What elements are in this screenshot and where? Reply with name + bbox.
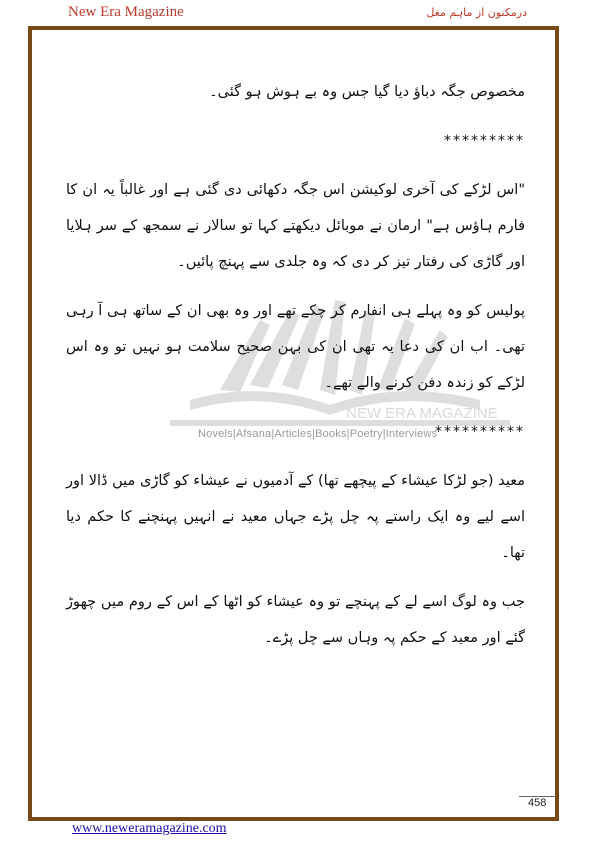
section-separator: ********* bbox=[444, 133, 525, 149]
magazine-name: New Era Magazine bbox=[68, 4, 184, 20]
footer-website-link[interactable]: www.neweramagazine.com bbox=[72, 821, 227, 836]
paragraph: "اس لڑکے کی آخری لوکیشن اس جگہ دکھائی دی گئی ہے اور غالباً یہ ان کا فارم ہاؤس ہے" ارمان نے موبائل دیکھتے کہا تو سالار نے سمجھ کے سر ہلایا اور گاڑی کی رفتار تیز کر دی کہ وہ جلدی سے پہنچ پائیں۔ bbox=[66, 182, 525, 270]
paragraph: مخصوص جگہ دباؤ دیا گیا جس وہ بے ہوش ہو گئی۔ bbox=[209, 84, 525, 100]
novel-title: درمکنون از ماہم مغل bbox=[426, 6, 527, 19]
section-separator: ********** bbox=[435, 424, 525, 440]
watermark-name: NEW ERA MAGAZINE bbox=[346, 405, 498, 422]
watermark-categories: Novels|Afsana|Articles|Books|Poetry|Interviews bbox=[198, 428, 438, 440]
paragraph: پولیس کو وہ پہلے ہی انفارم کر چکے تھے اور وہ بھی ان کے ساتھ ہی آ رہی تھی۔ اب ان کی دعا یہ تھی ان کی بہن صحیح سلامت ہو نہیں تو وہ اس لڑکے کو زندہ دفن کرنے والے تھے۔ bbox=[66, 303, 525, 391]
story-text bbox=[66, 74, 525, 669]
paragraph: جب وہ لوگ اسے لے کے پہنچے تو وہ عیشاء کو اٹھا کے اس کے روم میں چھوڑ گئے اور معید کے حکم پہ وہاں سے چل پڑے۔ bbox=[66, 594, 525, 646]
page-number: 458 bbox=[528, 797, 547, 809]
paragraph: معید (جو لڑکا عیشاء کے پیچھے تھا) کے آدمیوں نے عیشاء کو گاڑی میں ڈالا اور اسے لیے وہ ایک راستے پہ چل پڑے جہاں معید نے انہیں پہنچنے کا حکم دیا تھا۔ bbox=[66, 473, 525, 561]
